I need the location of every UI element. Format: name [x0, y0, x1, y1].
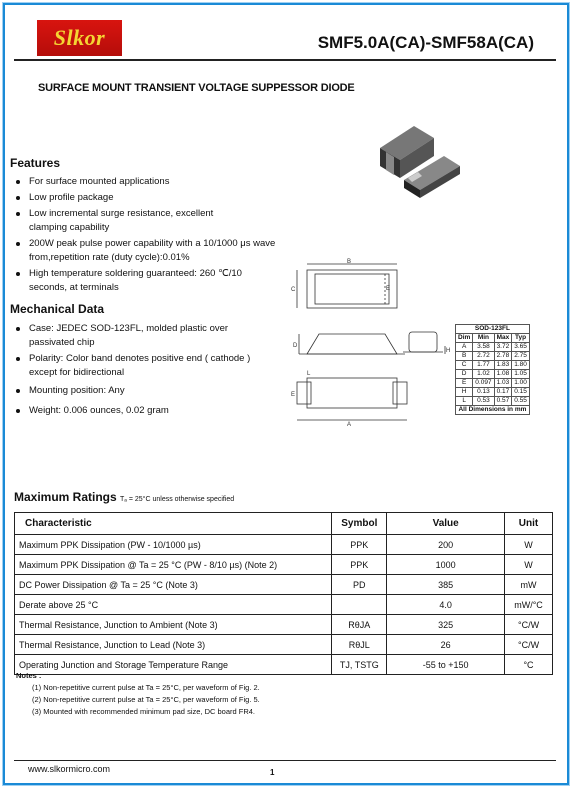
- dim-label-h: H: [446, 348, 451, 354]
- document-subtitle: SURFACE MOUNT TRANSIENT VOLTAGE SUPPESSOR DIODE: [38, 82, 355, 94]
- mechanical-item: Polarity: Color band denotes positive end ( cathode ) except for bidirectional: [12, 352, 259, 380]
- ratings-row: Thermal Resistance, Junction to Lead (Note 3) RθJL 26 °C/W: [15, 635, 553, 655]
- dim-table-footer: All Dimensions in mm: [456, 406, 530, 415]
- dim-table-row: L 0.53 0.57 0.55: [456, 397, 530, 406]
- ratings-row: Operating Junction and Storage Temperature Range TJ, TSTG -55 to +150 °C: [15, 655, 553, 675]
- footer-url: www.slkormicro.com: [28, 764, 111, 774]
- ratings-row: Derate above 25 °C 4.0 mW/°C: [15, 595, 553, 615]
- maximum-ratings-table: [14, 512, 553, 675]
- page-number: 1: [270, 768, 275, 777]
- note-item: (2) Non-repetitive current pulse at Ta = 25°C, per waveform of Fig. 5.: [32, 695, 260, 704]
- feature-item: High temperature soldering guaranteed: 260 ℃/10 seconds, at terminals: [12, 267, 254, 295]
- feature-item: 200W peak pulse power capability with a 10/1000 μs wave from,repetition rate (duty cycle):0.01%: [12, 237, 279, 265]
- ratings-row: Maximum PPK Dissipation @ Ta = 25 °C (PW - 8/10 µs) (Note 2) PPK 1000 W: [15, 555, 553, 575]
- feature-item: Low profile package: [12, 191, 272, 205]
- dim-table-row: B 2.72 2.78 2.75: [456, 352, 530, 361]
- ratings-header-row: Characteristic Symbol Value Unit: [15, 513, 553, 535]
- ratings-heading: Maximum Ratings Tₐ = 25°C unless otherwise specified: [14, 490, 235, 504]
- dim-table-row: A 3.58 3.72 3.65: [456, 343, 530, 352]
- dim-label-e: E: [386, 286, 391, 292]
- ratings-row: Maximum PPK Dissipation (PW - 10/1000 µs) PPK 200 W: [15, 535, 553, 555]
- dim-label-b: B: [347, 259, 352, 265]
- dim-label-l: L: [307, 371, 311, 377]
- note-item: (3) Mounted with recommended minimum pad size, DC board FR4.: [32, 707, 256, 716]
- dim-table-row: H 0.13 0.17 0.15: [456, 388, 530, 397]
- notes-section: [16, 670, 260, 718]
- dimension-table: [455, 324, 530, 415]
- header-rule: [14, 59, 556, 61]
- dim-table-title: SOD-123FL: [456, 325, 530, 334]
- mechanical-heading: Mechanical Data: [10, 302, 105, 316]
- dim-table-row: D 1.02 1.08 1.05: [456, 370, 530, 379]
- ratings-condition: Tₐ = 25°C unless otherwise specified: [120, 496, 235, 503]
- mechanical-item: Mounting position: Any: [12, 384, 272, 398]
- package-outline-drawing: [285, 258, 455, 433]
- company-logo: Slkor: [37, 20, 122, 56]
- dim-label-c: C: [291, 287, 296, 293]
- package-photo: [372, 120, 462, 200]
- mechanical-item: Weight: 0.006 ounces, 0.02 gram: [12, 404, 272, 418]
- footer-rule: [14, 760, 556, 761]
- feature-item: Low incremental surge resistance, excellent clamping capability: [12, 207, 249, 235]
- dim-label-e2: E: [291, 392, 296, 398]
- features-heading: Features: [10, 156, 61, 170]
- dim-table-row: C 1.77 1.83 1.80: [456, 361, 530, 370]
- features-list: [12, 175, 276, 295]
- mechanical-list: [12, 322, 272, 418]
- dim-label-d: D: [293, 343, 298, 349]
- dim-label-a: A: [347, 422, 352, 428]
- note-item: (1) Non-repetitive current pulse at Ta = 25°C, per waveform of Fig. 2.: [32, 683, 260, 692]
- notes-heading: Notes :: [16, 671, 42, 680]
- document-title: SMF5.0A(CA)-SMF58A(CA): [317, 33, 534, 52]
- dim-table-row: E 0.097 1.03 1.00: [456, 379, 530, 388]
- feature-item: For surface mounted applications: [12, 175, 272, 189]
- ratings-row: Thermal Resistance, Junction to Ambient (Note 3) RθJA 325 °C/W: [15, 615, 553, 635]
- ratings-row: DC Power Dissipation @ Ta = 25 °C (Note 3) PD 385 mW: [15, 575, 553, 595]
- mechanical-item: Case: JEDEC SOD-123FL, molded plastic over passivated chip: [12, 322, 244, 350]
- dim-table-header: Dim Min Max Typ: [456, 334, 530, 343]
